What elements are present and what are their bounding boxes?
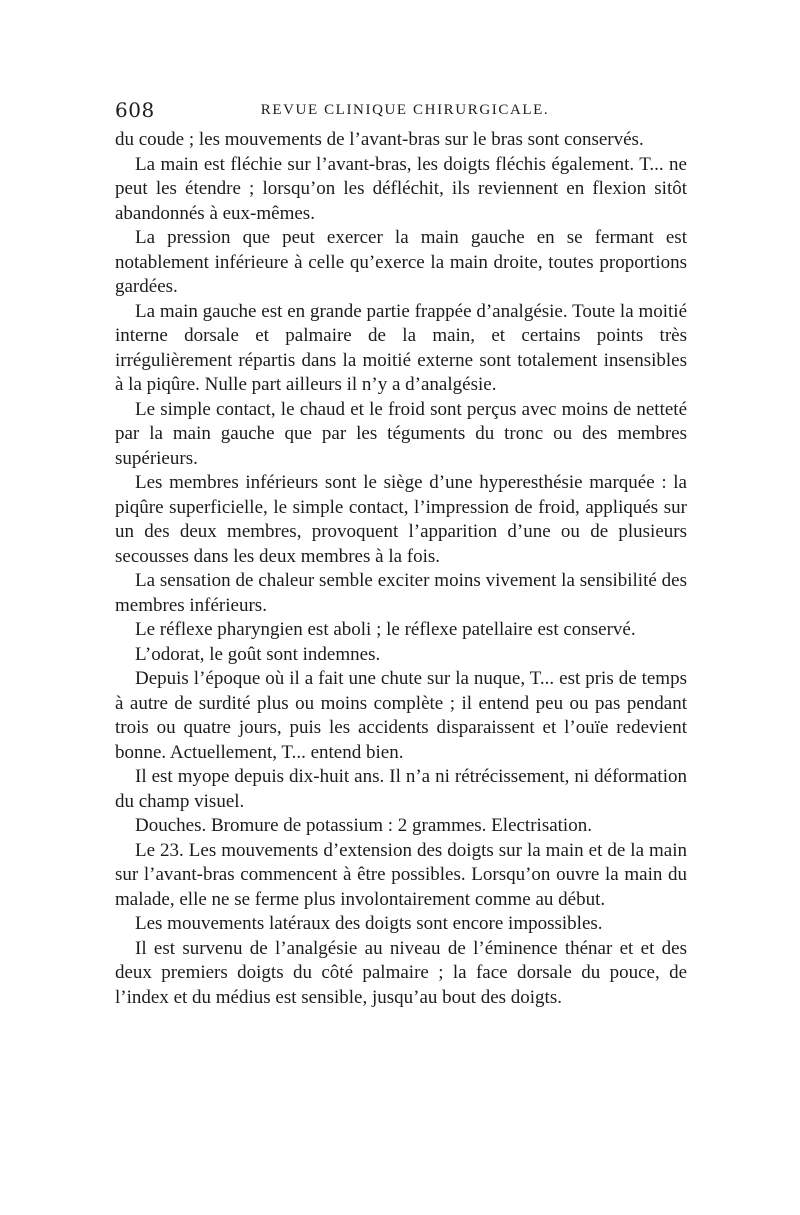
body-text bbox=[115, 128, 687, 1010]
paragraph: Le simple contact, le chaud et le froid sont perçus avec moins de netteté par la main gauche que par les téguments du tronc ou des membres supérieurs. bbox=[115, 398, 687, 469]
paragraph: Le 23. Les mouvements d’extension des doigts sur la main et de la main sur l’avant-bras commencent à être possibles. Lorsqu’on ouvre la main du malade, elle ne se ferme plus involontairement comme au début. bbox=[115, 839, 687, 910]
paragraph: La sensation de chaleur semble exciter moins vivement la sensibilité des membres inférieurs. bbox=[115, 570, 687, 616]
paragraph: Il est survenu de l’analgésie au niveau de l’éminence thénar et et des deux premiers doigts du côté palmaire ; la face dorsale du pouce, de l’index et du médius est sensible, jusqu’au bout des doigts. bbox=[115, 937, 687, 1008]
paragraph: La pression que peut exercer la main gauche en se fermant est notablement inférieure à celle qu’exerce la main droite, toutes proportions gardées. bbox=[115, 227, 687, 297]
paragraph: Le réflexe pharyngien est aboli ; le réflexe patellaire est conservé. bbox=[135, 619, 636, 640]
page-header bbox=[115, 98, 695, 124]
page-number: 608 bbox=[115, 98, 155, 122]
paragraph: Il est myope depuis dix-huit ans. Il n’a ni rétrécissement, ni déformation du champ visuel. bbox=[115, 766, 687, 812]
paragraph: Les mouvements latéraux des doigts sont encore impossibles. bbox=[135, 913, 603, 934]
paragraph-continuation: du coude ; les mouvements de l’avant-bras sur le bras sont conservés. bbox=[115, 129, 644, 150]
paragraph: La main est fléchie sur l’avant-bras, les doigts fléchis également. T... ne peut les étendre ; lorsqu’on les défléchit, ils reviennent en flexion sitôt abandonnés à eux-mêmes. bbox=[115, 153, 687, 224]
paragraph: Douches. Bromure de potassium : 2 grammes. Electrisation. bbox=[135, 815, 592, 836]
paragraph: L’odorat, le goût sont indemnes. bbox=[135, 643, 381, 665]
running-title: REVUE CLINIQUE CHIRURGICALE. bbox=[260, 102, 550, 118]
paragraph: Les membres inférieurs sont le siège d’une hyperesthésie marquée : la piqûre superficielle, le simple contact, l’impression de froid, appliqués sur un des deux membres, provoquent l’apparition d’une ou de plusieurs secousses dans les deux membres à la fois. bbox=[115, 472, 687, 567]
paragraph: Depuis l’époque où il a fait une chute sur la nuque, T... est pris de temps à autre de surdité plus ou moins complète ; il entend peu ou pas pendant trois ou quatre jours, puis les accidents disparaissent et l’ouïe redevient bonne. Actuellement, T... entend bien. bbox=[115, 668, 687, 763]
paragraph: La main gauche est en grande partie frappée d’analgésie. Toute la moitié interne dorsale et palmaire de la main, et certains points très irrégulièrement répartis dans la moitié externe sont totalement insensibles à la piqûre. Nulle part ailleurs il n’y a d’analgésie. bbox=[115, 300, 687, 395]
